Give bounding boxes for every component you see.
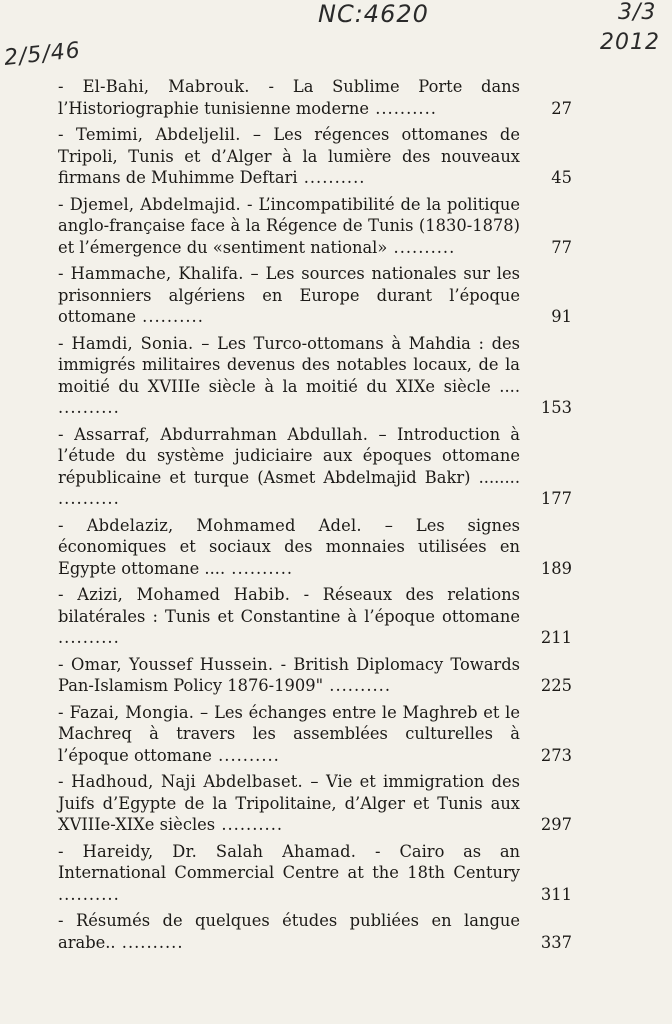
entry-title: La Sublime Porte dans l’Historiographie tunisienne moderne (58, 77, 520, 118)
toc-entry (58, 702, 578, 767)
toc-entry-text (58, 194, 520, 259)
toc-entry (58, 194, 578, 259)
entry-title: Les échanges entre le Maghreb et le Machreq à travers les assemblées culturelles à l’époque ottomane (58, 702, 520, 765)
entry-page-number: 27 (551, 98, 572, 118)
entry-title: L’incompatibilité de la politique anglo-française face à la Régence de Tunis (1830-1878) et l’émergence du «sentiment national» (58, 194, 520, 257)
toc-entry (58, 333, 578, 419)
toc-entry (58, 76, 578, 119)
entry-title: Les Turco-ottomans à Mahdia : des immigrés militaires devenus des notables locaux, de la moitié du XVIIIe siècle à la moitié du XIXe siècle .... (58, 333, 520, 396)
entry-page-number: 297 (540, 815, 572, 834)
entry-author: - Temimi, Abdeljelil. – (58, 125, 262, 144)
entry-title: - Résumés de quelques études publiées en langue arabe.. (58, 911, 520, 952)
entry-author: - Azizi, Mohamed Habib. - (58, 585, 310, 604)
entry-title: Introduction à l’étude du système judiciaire aux époques ottomane républicaine et turque (Asmet Abdelmajid Bakr) ........ (58, 424, 520, 487)
dot-leaders: .......... (58, 884, 120, 904)
entry-title: Cairo as an International Commercial Centre at the 18th Century (58, 841, 521, 882)
dot-leaders: .......... (58, 398, 120, 417)
dot-leaders: .......... (297, 168, 366, 187)
toc-entry-text (58, 910, 520, 953)
dot-leaders: .......... (369, 98, 437, 118)
entry-author: - Fazai, Mongia. – (58, 702, 209, 722)
toc-entry-text (58, 333, 520, 419)
toc-entry (58, 124, 578, 189)
toc-entry (58, 584, 578, 649)
entry-author: - Omar, Youssef Hussein. - (58, 654, 287, 674)
entry-author: - Hamdi, Sonia. – (58, 333, 210, 353)
entry-page-number: 77 (551, 237, 572, 257)
entry-title: Réseaux des relations bilatérales : Tunis et Constantine à l’époque ottomane (58, 585, 520, 626)
entry-author: - Djemel, Abdelmajid. - (58, 194, 253, 214)
entry-title: Vie et immigration des Juifs d’Egypte de la Tripolitaine, d’Alger et Tunis aux XVIIIe-XIXe siècles (58, 772, 520, 834)
entry-author: - El-Bahi, Mabrouk. - (58, 77, 275, 96)
entry-page-number: 225 (540, 676, 572, 695)
entry-page-number: 337 (540, 932, 572, 952)
dot-leaders: .......... (225, 558, 294, 578)
dot-leaders: .......... (215, 815, 284, 834)
entry-title: Les signes économiques et sociaux des monnaies utilisées en Egypte ottomane .... (58, 515, 520, 578)
dot-leaders: .......... (58, 628, 120, 647)
entry-author: - Hareidy, Dr. Salah Ahamad. - (58, 841, 381, 861)
toc-entry (58, 515, 578, 580)
toc-entry-text (58, 584, 520, 649)
dot-leaders: .......... (323, 676, 392, 695)
dot-leaders: .......... (115, 932, 184, 952)
toc-entry-text (58, 702, 520, 767)
entry-title: British Diplomacy Towards Pan-Islamism Policy 1876-1909" (58, 654, 520, 695)
entry-page-number: 311 (540, 884, 572, 904)
entry-page-number: 153 (540, 398, 572, 417)
handwritten-date: 2/5/46 (2, 38, 82, 71)
entry-page-number: 45 (551, 168, 572, 187)
entry-author: - Hammache, Khalifa. – (58, 264, 259, 283)
toc-entry-text (58, 76, 520, 119)
dot-leaders: .......... (211, 745, 280, 765)
handwritten-year: 2012 (600, 30, 660, 55)
table-of-contents (58, 76, 578, 958)
entry-page-number: 177 (540, 489, 572, 508)
toc-entry-text (58, 654, 520, 697)
toc-entry-text (58, 424, 520, 510)
entry-page-number: 211 (540, 628, 572, 647)
entry-author: - Abdelaziz, Mohmamed Adel. – (58, 515, 394, 535)
toc-entry (58, 841, 578, 906)
toc-entry-text (58, 841, 520, 906)
entry-title: Les sources nationales sur les prisonniers algériens en Europe durant l’époque ottomane (58, 264, 520, 326)
toc-entry (58, 654, 578, 697)
entry-page-number: 273 (540, 745, 572, 765)
handwritten-fraction: 3/3 (618, 0, 657, 25)
toc-entry-text (58, 771, 520, 836)
entry-author: - Hadhoud, Naji Abdelbaset. – (58, 772, 319, 791)
entry-author: - Assarraf, Abdurrahman Abdullah. – (58, 424, 387, 444)
dot-leaders: .......... (58, 489, 120, 508)
entry-title: Les régences ottomanes de Tripoli, Tunis et d’Alger à la lumière des nouveaux firmans de Muhimme Deftari (58, 125, 520, 187)
toc-entry-text (58, 124, 520, 189)
toc-entry-text (58, 263, 520, 328)
dot-leaders: .......... (135, 307, 204, 326)
toc-entry (58, 263, 578, 328)
entry-page-number: 91 (551, 307, 572, 326)
toc-entry (58, 910, 578, 953)
dot-leaders: .......... (387, 237, 456, 257)
entry-page-number: 189 (540, 558, 572, 578)
toc-entry (58, 771, 578, 836)
toc-entry (58, 424, 578, 510)
handwritten-call-number: NC:4620 (318, 0, 429, 28)
toc-entry-text (58, 515, 520, 580)
